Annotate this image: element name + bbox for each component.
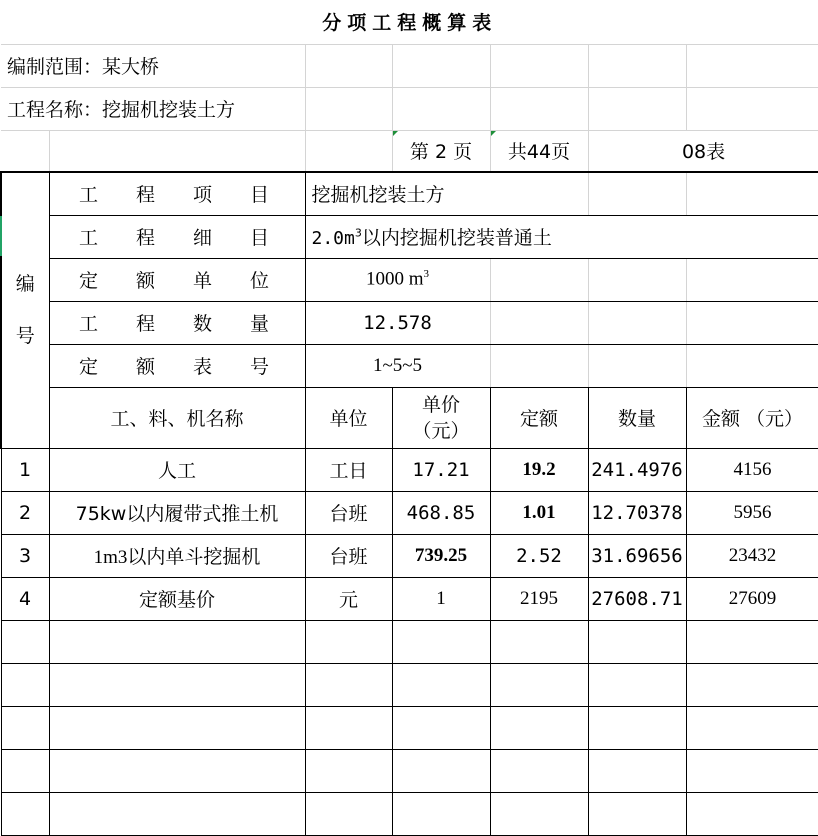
info-label: 工 程 数 量: [49, 301, 305, 344]
info-row: [1, 258, 818, 301]
cell[interactable]: [305, 706, 392, 749]
cell[interactable]: [490, 301, 588, 344]
header-price: [392, 387, 490, 448]
cell[interactable]: [1, 620, 49, 663]
cell[interactable]: [305, 792, 392, 835]
item-quantity[interactable]: 12.70378: [588, 491, 686, 534]
side-label-bottom: 号: [15, 325, 35, 348]
item-unit[interactable]: 台班: [305, 491, 392, 534]
cell[interactable]: [686, 620, 818, 663]
item-no[interactable]: 1: [1, 448, 49, 491]
cell[interactable]: [588, 172, 686, 215]
item-price[interactable]: 468.85: [392, 491, 490, 534]
cell[interactable]: [686, 749, 818, 792]
info-value[interactable]: 1~5~5: [305, 344, 490, 387]
item-quantity[interactable]: 27608.71: [588, 577, 686, 620]
cell[interactable]: [490, 620, 588, 663]
cell[interactable]: [1, 663, 49, 706]
item-unit[interactable]: 元: [305, 577, 392, 620]
cell[interactable]: [49, 706, 305, 749]
table-number[interactable]: 08表: [588, 130, 818, 172]
cell[interactable]: [588, 344, 686, 387]
item-quota[interactable]: 2.52: [490, 534, 588, 577]
cell[interactable]: [490, 749, 588, 792]
info-value[interactable]: 12.578: [305, 301, 490, 344]
cell[interactable]: [1, 792, 49, 835]
cell[interactable]: [588, 44, 686, 87]
cell[interactable]: [686, 172, 818, 215]
cell[interactable]: [588, 792, 686, 835]
cell[interactable]: [490, 344, 588, 387]
header-quantity: 数量: [588, 387, 686, 448]
table-row-empty: [1, 749, 818, 792]
header-price-line1: 单价: [421, 393, 460, 416]
side-label-top: 编: [15, 273, 35, 296]
cell[interactable]: [305, 620, 392, 663]
cell[interactable]: [686, 301, 818, 344]
item-name[interactable]: 定额基价: [49, 577, 305, 620]
cell[interactable]: [1, 130, 49, 172]
cell[interactable]: [588, 620, 686, 663]
item-amount[interactable]: 5956: [686, 491, 818, 534]
header-name: 工、料、机名称: [49, 387, 305, 448]
cell[interactable]: [49, 130, 305, 172]
table-row-empty: [1, 663, 818, 706]
table-row-empty: [1, 620, 818, 663]
cell[interactable]: [305, 749, 392, 792]
title-row: [1, 0, 818, 44]
item-quota[interactable]: 1.01: [490, 491, 588, 534]
item-unit[interactable]: 台班: [305, 534, 392, 577]
info-value-sup: 3: [423, 268, 430, 281]
cell[interactable]: [392, 620, 490, 663]
item-quantity[interactable]: 31.69656: [588, 534, 686, 577]
scope-text[interactable]: 编制范围：某大桥: [1, 44, 305, 87]
header-row: [1, 387, 818, 448]
item-amount[interactable]: 4156: [686, 448, 818, 491]
cell[interactable]: [588, 663, 686, 706]
item-price[interactable]: 17.21: [392, 448, 490, 491]
cell[interactable]: [392, 706, 490, 749]
item-name[interactable]: 1m3以内单斗挖掘机: [49, 534, 305, 577]
item-name[interactable]: 人工: [49, 448, 305, 491]
cell[interactable]: [686, 706, 818, 749]
info-row: [1, 172, 818, 215]
side-label: [1, 172, 49, 448]
cell[interactable]: [588, 258, 686, 301]
cell[interactable]: [392, 792, 490, 835]
table-row: [1, 577, 818, 620]
item-unit[interactable]: 工日: [305, 448, 392, 491]
info-label: 定 额 表 号: [49, 344, 305, 387]
page-info-row: [1, 130, 818, 172]
cell[interactable]: [686, 44, 818, 87]
page-total[interactable]: 共44页: [490, 130, 588, 172]
cell[interactable]: [490, 706, 588, 749]
item-no[interactable]: 3: [1, 534, 49, 577]
info-row: [1, 344, 818, 387]
item-quantity[interactable]: 241.4976: [588, 448, 686, 491]
cell[interactable]: [1, 706, 49, 749]
info-row: [1, 301, 818, 344]
header-amount: 金额 （元）: [686, 387, 818, 448]
cell[interactable]: [686, 663, 818, 706]
cell[interactable]: [588, 87, 686, 130]
project-name-text[interactable]: 工程名称：挖掘机挖装土方: [1, 87, 305, 130]
info-row: [1, 215, 818, 258]
info-value-suffix: 以内挖掘机挖装普通土: [361, 227, 552, 249]
item-quota[interactable]: 19.2: [490, 448, 588, 491]
cell[interactable]: [588, 706, 686, 749]
cell[interactable]: [588, 301, 686, 344]
cell[interactable]: [686, 344, 818, 387]
info-value-prefix: 1000 m: [365, 268, 424, 290]
info-value-sup: 3: [354, 226, 362, 240]
item-price[interactable]: 739.25: [392, 534, 490, 577]
item-quota[interactable]: 2195: [490, 577, 588, 620]
cell[interactable]: [490, 87, 588, 130]
cell[interactable]: [1, 749, 49, 792]
table-row: [1, 448, 818, 491]
item-price[interactable]: 1: [392, 577, 490, 620]
cell[interactable]: [305, 663, 392, 706]
table-row-empty: [1, 706, 818, 749]
item-name[interactable]: 75kw以内履带式推土机: [49, 491, 305, 534]
cell[interactable]: [490, 663, 588, 706]
page-number[interactable]: 第 2 页: [392, 130, 490, 172]
cell[interactable]: [305, 44, 392, 87]
table-row: [1, 491, 818, 534]
scope-row: [1, 44, 818, 87]
cell[interactable]: [392, 44, 490, 87]
cell[interactable]: [49, 663, 305, 706]
info-value[interactable]: [305, 215, 818, 258]
cell[interactable]: [392, 749, 490, 792]
table-row: [1, 534, 818, 577]
info-value-prefix: 2.0m: [311, 228, 355, 249]
info-value[interactable]: 挖掘机挖装土方: [305, 172, 588, 215]
cell[interactable]: [392, 663, 490, 706]
info-label: 定 额 单 位: [49, 258, 305, 301]
item-amount[interactable]: 23432: [686, 534, 818, 577]
cell[interactable]: [305, 87, 392, 130]
item-amount[interactable]: 27609: [686, 577, 818, 620]
cell[interactable]: [686, 258, 818, 301]
header-unit: 单位: [305, 387, 392, 448]
info-label: 工 程 细 目: [49, 215, 305, 258]
table-row-empty: [1, 792, 818, 835]
info-value[interactable]: [305, 258, 490, 301]
header-quota: 定额: [490, 387, 588, 448]
cell[interactable]: [49, 620, 305, 663]
cell[interactable]: [49, 792, 305, 835]
project-row: [1, 87, 818, 130]
cell[interactable]: [49, 749, 305, 792]
page-title: 分项工程概算表: [1, 0, 818, 44]
cell[interactable]: [686, 87, 818, 130]
cell[interactable]: [490, 44, 588, 87]
cell[interactable]: [588, 749, 686, 792]
cell[interactable]: [392, 87, 490, 130]
cell[interactable]: [686, 792, 818, 835]
header-price-line2: （元）: [412, 419, 470, 442]
info-label: 工 程 项 目: [49, 172, 305, 215]
item-no[interactable]: 4: [1, 577, 49, 620]
cell[interactable]: [490, 792, 588, 835]
row-selection-marker: [0, 216, 2, 256]
cell[interactable]: [490, 258, 588, 301]
item-no[interactable]: 2: [1, 491, 49, 534]
cell[interactable]: [305, 130, 392, 172]
